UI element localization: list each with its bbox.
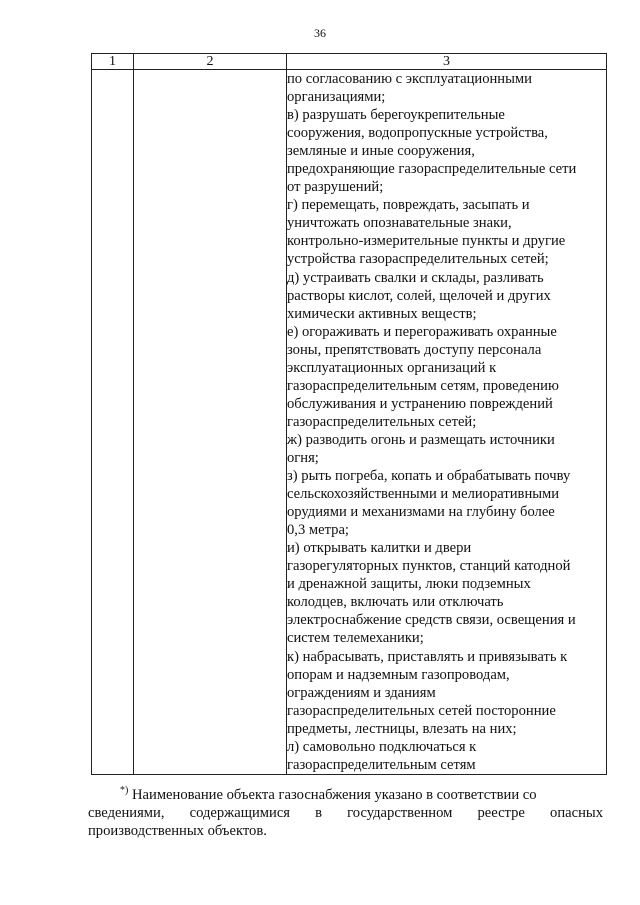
- text-line: газораспределительным сетям: [287, 756, 476, 773]
- text-line: л) самовольно подключаться к: [287, 738, 477, 755]
- text-line: систем телемеханики;: [287, 630, 424, 647]
- footnote-line-3: производственных объектов.: [88, 823, 267, 839]
- text-line: и дренажной защиты, люки подземных: [287, 576, 531, 593]
- text-line: контрольно-измерительные пункты и другие: [287, 233, 566, 250]
- text-line: по согласованию с эксплуатационными: [287, 71, 532, 87]
- column-header-3: 3: [287, 54, 607, 70]
- text-line: колодцев, включать или отключать: [287, 594, 504, 611]
- text-line: 0,3 метра;: [287, 522, 349, 539]
- text-line: газораспределительных сетей посторонние: [287, 702, 556, 719]
- column-header-1: 1: [92, 54, 134, 70]
- text-line: ж) разводить огонь и размещать источники: [287, 431, 555, 448]
- table-row: [92, 70, 607, 775]
- footnote-mark: *): [120, 785, 129, 797]
- footnote-line-2: сведениями, содержащимися в государственном реестре опасных: [88, 805, 603, 821]
- text-line: д) устраивать свалки и склады, разливать: [287, 269, 544, 286]
- footnote: [88, 786, 603, 840]
- content-table: [91, 53, 607, 775]
- text-line: и) открывать калитки и двери: [287, 540, 472, 557]
- text-line: к) набрасывать, приставлять и привязывать к: [287, 648, 568, 665]
- cell-column-1: [92, 70, 134, 775]
- text-line: ограждениям и зданиям: [287, 684, 436, 701]
- text-line: огня;: [287, 449, 319, 466]
- table-header-row: [92, 54, 607, 70]
- text-line: обслуживания и устранению повреждений: [287, 395, 553, 412]
- text-line: от разрушений;: [287, 179, 384, 196]
- text-line: в) разрушать берегоукрепительные: [287, 107, 505, 124]
- text-line: электроснабжение средств связи, освещения и: [287, 612, 576, 629]
- text-line: газораспределительных сетей;: [287, 413, 477, 430]
- text-line: устройства газораспределительных сетей;: [287, 251, 549, 268]
- cell-column-3: [287, 70, 607, 775]
- text-line: газорегуляторных пунктов, станций катодной: [287, 558, 571, 575]
- text-line: газораспределительным сетям, проведению: [287, 377, 559, 394]
- text-line: орудиями и механизмами на глубину более: [287, 504, 555, 521]
- text-line: химически активных веществ;: [287, 305, 477, 322]
- text-line: е) огораживать и перегораживать охранные: [287, 323, 557, 340]
- text-line: растворы кислот, солей, щелочей и других: [287, 287, 551, 304]
- text-line: предметы, лестницы, влезать на них;: [287, 720, 517, 737]
- text-line: предохраняющие газораспределительные сети: [287, 161, 577, 178]
- text-line: опорам и надземным газопроводам,: [287, 666, 510, 683]
- text-line: земляные и иные сооружения,: [287, 143, 475, 160]
- text-line: з) рыть погреба, копать и обрабатывать почву: [287, 468, 571, 485]
- text-line: г) перемещать, повреждать, засыпать и: [287, 197, 530, 214]
- text-line: уничтожать опознавательные знаки,: [287, 215, 512, 232]
- text-line: организациями;: [287, 89, 386, 106]
- footnote-text-1: Наименование объекта газоснабжения указано в соответствии со: [132, 787, 537, 803]
- cell-column-2: [134, 70, 287, 775]
- text-line: сельскохозяйственными и мелиоративными: [287, 486, 560, 503]
- text-line: зоны, препятствовать доступу персонала: [287, 341, 542, 358]
- page-number: 36: [314, 26, 326, 40]
- text-line: эксплуатационных организаций к: [287, 359, 497, 376]
- table-header: [92, 54, 607, 70]
- column-header-2: 2: [134, 54, 287, 70]
- footnote-line-1: [88, 786, 603, 804]
- text-line: сооружения, водопропускные устройства,: [287, 125, 548, 142]
